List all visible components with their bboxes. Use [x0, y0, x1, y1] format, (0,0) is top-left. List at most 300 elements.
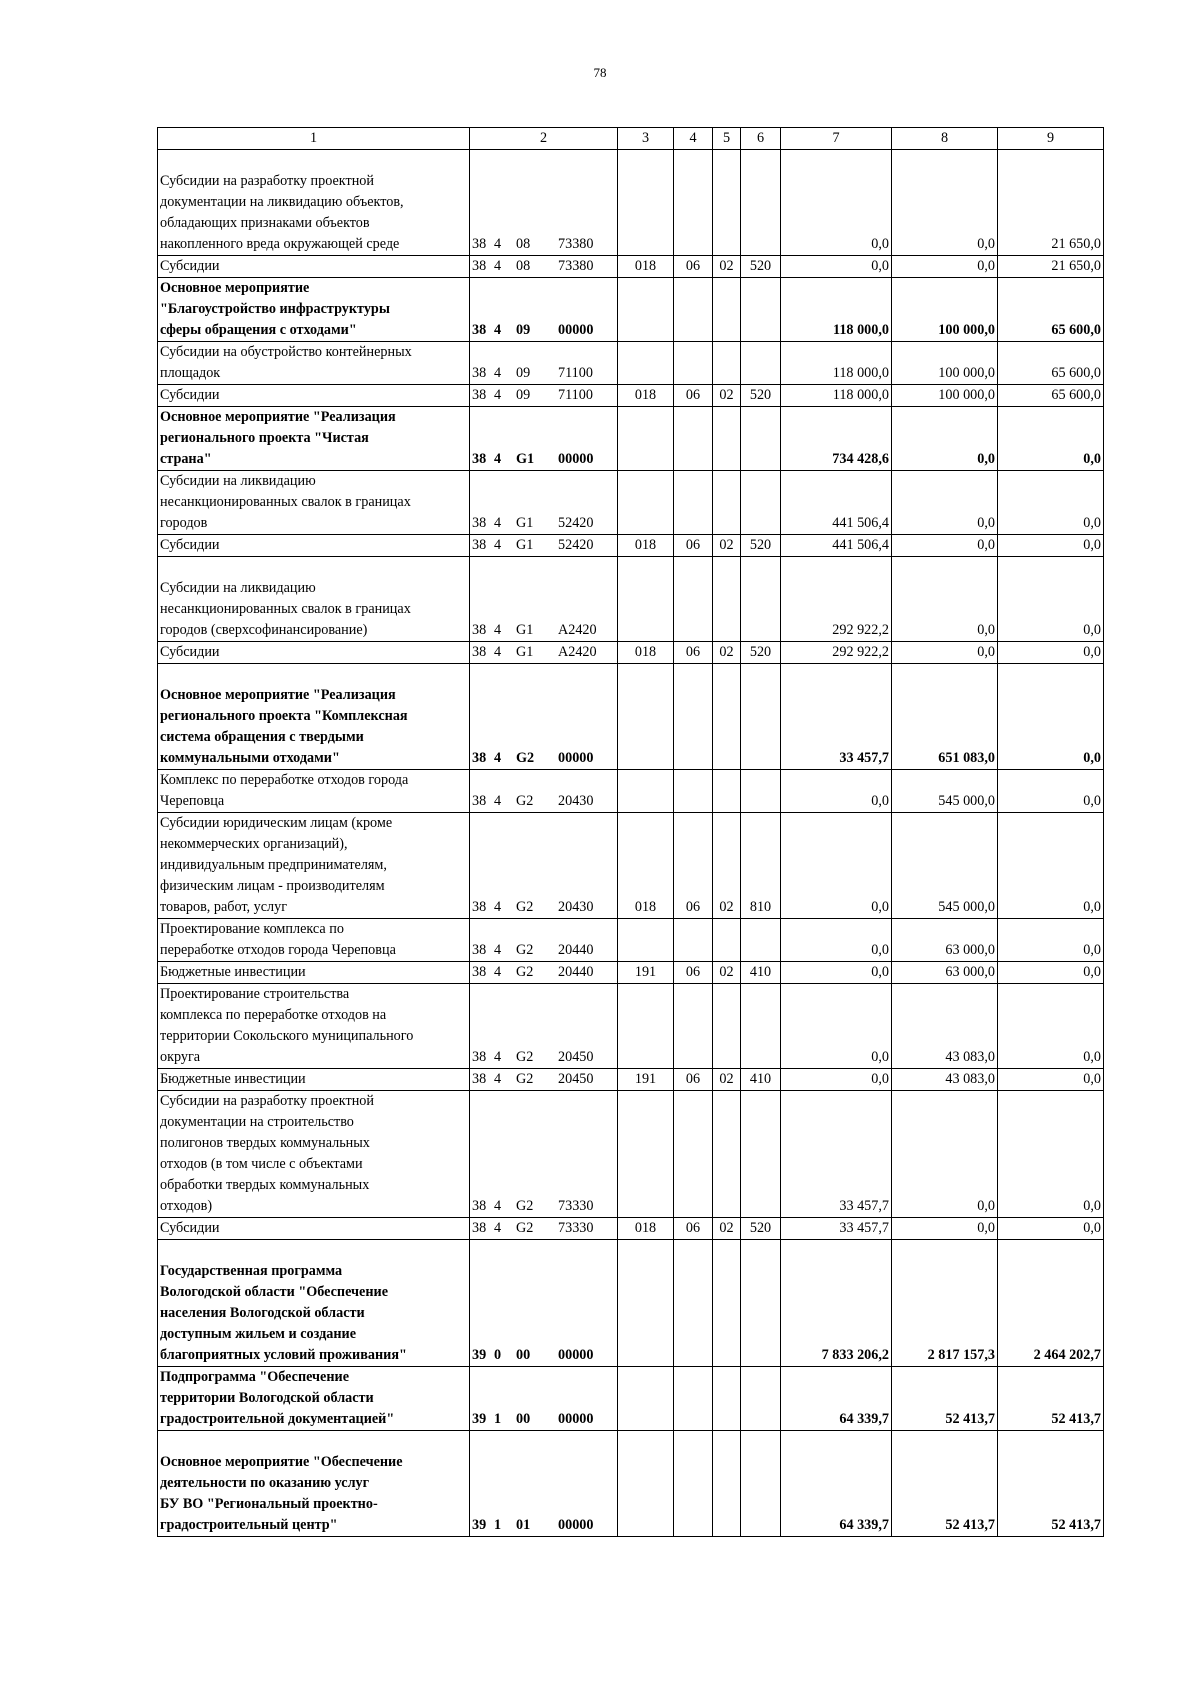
row-c5-cell — [713, 1431, 741, 1537]
program-code: 38 — [472, 964, 487, 980]
row-name-cell — [158, 278, 470, 342]
row-c3-cell — [618, 984, 674, 1069]
row-name-line: комплекса по переработке отходов на — [160, 1007, 387, 1023]
row-c6-cell: 520 — [741, 256, 781, 278]
row-code-cell — [470, 642, 618, 664]
direction-code: 52420 — [558, 515, 594, 531]
subprogram-code: 4 — [494, 622, 502, 638]
row-c5-cell — [713, 342, 741, 385]
row-c3-cell — [618, 664, 674, 770]
row-c5-cell — [713, 1091, 741, 1218]
subprogram-code: 1 — [494, 1411, 502, 1427]
row-name-line: отходов (в том числе с объектами — [160, 1156, 363, 1172]
row-c6-cell: 520 — [741, 1218, 781, 1240]
row-code-cell — [470, 150, 618, 256]
row-c4-cell — [674, 919, 713, 962]
row-c3-cell: 191 — [618, 1069, 674, 1091]
row-amount-v7-cell: 0,0 — [781, 919, 892, 962]
row-amount-v9-cell: 0,0 — [998, 962, 1104, 984]
row-name-cell — [158, 407, 470, 471]
row-c3-cell: 018 — [618, 385, 674, 407]
row-c3-cell — [618, 407, 674, 471]
row-name-line: Субсидии — [160, 537, 220, 553]
direction-code: 00000 — [558, 1411, 594, 1427]
row-c5-cell — [713, 984, 741, 1069]
row-name-line — [160, 150, 467, 171]
row-amount-v9-cell: 2 464 202,7 — [998, 1240, 1104, 1367]
row-c6-cell — [741, 407, 781, 471]
row-amount-v7-cell: 0,0 — [781, 984, 892, 1069]
table-row — [158, 1367, 1104, 1431]
event-code: 00 — [516, 1347, 531, 1363]
row-name-cell — [158, 535, 470, 557]
program-code: 38 — [472, 236, 487, 252]
row-name-line: градостроительный центр" — [160, 1517, 338, 1533]
table-row — [158, 342, 1104, 385]
row-name-line: доступным жильем и создание — [160, 1326, 356, 1342]
row-amount-v8-cell: 52 413,7 — [892, 1367, 998, 1431]
row-c6-cell: 810 — [741, 813, 781, 919]
row-name-cell — [158, 557, 470, 642]
table-row — [158, 664, 1104, 770]
direction-code: 71100 — [558, 365, 593, 381]
header-cell: 7 — [781, 128, 892, 150]
row-c6-cell: 410 — [741, 962, 781, 984]
row-name-cell — [158, 1069, 470, 1091]
row-c3-cell: 018 — [618, 813, 674, 919]
program-code: 38 — [472, 1071, 487, 1087]
row-name-cell — [158, 984, 470, 1069]
row-amount-v9-cell: 0,0 — [998, 984, 1104, 1069]
table-row — [158, 1240, 1104, 1367]
row-amount-v8-cell: 0,0 — [892, 150, 998, 256]
header-cell: 3 — [618, 128, 674, 150]
row-c3-cell: 018 — [618, 256, 674, 278]
table-row — [158, 642, 1104, 664]
row-name-line: Проектирование строительства — [160, 986, 350, 1002]
row-amount-v8-cell: 545 000,0 — [892, 813, 998, 919]
direction-code: 73380 — [558, 236, 594, 252]
row-amount-v7-cell: 0,0 — [781, 150, 892, 256]
header-cell: 4 — [674, 128, 713, 150]
row-amount-v9-cell: 65 600,0 — [998, 278, 1104, 342]
row-c5-cell: 02 — [713, 642, 741, 664]
row-amount-v9-cell: 0,0 — [998, 664, 1104, 770]
subprogram-code: 4 — [494, 322, 502, 338]
direction-code: 00000 — [558, 1347, 594, 1363]
row-name-line: обладающих признаками объектов — [160, 215, 370, 231]
row-amount-v8-cell: 63 000,0 — [892, 962, 998, 984]
row-code-cell — [470, 1218, 618, 1240]
row-c5-cell — [713, 770, 741, 813]
row-name-line: отходов) — [160, 1198, 213, 1214]
row-name-line: несанкционированных свалок в границах — [160, 494, 411, 510]
subprogram-code: 4 — [494, 236, 502, 252]
table-row — [158, 1218, 1104, 1240]
row-name-cell — [158, 342, 470, 385]
event-code: 09 — [516, 322, 531, 338]
direction-code: 52420 — [558, 537, 594, 553]
row-amount-v8-cell: 2 817 157,3 — [892, 1240, 998, 1367]
subprogram-code: 4 — [494, 644, 502, 660]
row-name-line: Проектирование комплекса по — [160, 921, 344, 937]
row-amount-v7-cell: 118 000,0 — [781, 385, 892, 407]
row-c6-cell — [741, 919, 781, 962]
header-cell: 9 — [998, 128, 1104, 150]
row-amount-v9-cell: 0,0 — [998, 642, 1104, 664]
row-name-cell — [158, 962, 470, 984]
direction-code: 00000 — [558, 451, 594, 467]
row-c6-cell — [741, 342, 781, 385]
subprogram-code: 4 — [494, 964, 502, 980]
row-amount-v8-cell: 0,0 — [892, 471, 998, 535]
row-c6-cell — [741, 984, 781, 1069]
header-row — [158, 128, 1104, 150]
row-c6-cell — [741, 664, 781, 770]
row-code-cell — [470, 1069, 618, 1091]
row-c4-cell: 06 — [674, 642, 713, 664]
program-code: 38 — [472, 750, 487, 766]
budget-table — [157, 127, 1104, 1537]
program-code: 39 — [472, 1517, 487, 1533]
row-c6-cell: 520 — [741, 642, 781, 664]
row-c3-cell: 018 — [618, 535, 674, 557]
row-amount-v8-cell: 52 413,7 — [892, 1431, 998, 1537]
header-cell: 6 — [741, 128, 781, 150]
row-c3-cell — [618, 1431, 674, 1537]
event-code: 09 — [516, 387, 531, 403]
event-code: G1 — [516, 515, 534, 531]
row-name-cell — [158, 471, 470, 535]
row-c3-cell: 191 — [618, 962, 674, 984]
row-amount-v7-cell: 292 922,2 — [781, 642, 892, 664]
row-amount-v9-cell: 21 650,0 — [998, 150, 1104, 256]
row-c4-cell — [674, 342, 713, 385]
table-row — [158, 278, 1104, 342]
row-amount-v7-cell: 292 922,2 — [781, 557, 892, 642]
program-code: 38 — [472, 387, 487, 403]
row-name-line: городов — [160, 515, 208, 531]
row-name-line: сферы обращения с отходами" — [160, 322, 357, 338]
row-c5-cell — [713, 557, 741, 642]
program-code: 38 — [472, 793, 487, 809]
row-name-line: городов (сверхсофинансирование) — [160, 622, 368, 638]
row-c6-cell — [741, 1240, 781, 1367]
row-c4-cell: 06 — [674, 1069, 713, 1091]
row-c4-cell: 06 — [674, 1218, 713, 1240]
subprogram-code: 4 — [494, 942, 502, 958]
row-c4-cell — [674, 1091, 713, 1218]
row-c5-cell — [713, 150, 741, 256]
program-code: 38 — [472, 1049, 487, 1065]
row-amount-v7-cell: 441 506,4 — [781, 535, 892, 557]
row-amount-v9-cell: 65 600,0 — [998, 385, 1104, 407]
row-code-cell — [470, 919, 618, 962]
row-amount-v7-cell: 118 000,0 — [781, 278, 892, 342]
row-amount-v7-cell: 441 506,4 — [781, 471, 892, 535]
row-amount-v9-cell: 52 413,7 — [998, 1367, 1104, 1431]
direction-code: 71100 — [558, 387, 593, 403]
row-amount-v7-cell: 0,0 — [781, 770, 892, 813]
event-code: 09 — [516, 365, 531, 381]
row-name-line: обработки твердых коммунальных — [160, 1177, 370, 1193]
row-name-line: документации на ликвидацию объектов, — [160, 194, 404, 210]
row-c6-cell — [741, 557, 781, 642]
subprogram-code: 1 — [494, 1517, 502, 1533]
table-row — [158, 919, 1104, 962]
row-c5-cell: 02 — [713, 813, 741, 919]
subprogram-code: 4 — [494, 1049, 502, 1065]
row-code-cell — [470, 664, 618, 770]
row-c3-cell — [618, 278, 674, 342]
row-c4-cell — [674, 278, 713, 342]
row-amount-v7-cell: 64 339,7 — [781, 1367, 892, 1431]
header-cell: 5 — [713, 128, 741, 150]
table-row — [158, 1431, 1104, 1537]
direction-code: 20440 — [558, 964, 594, 980]
row-name-line: Субсидии — [160, 258, 220, 274]
row-amount-v7-cell: 33 457,7 — [781, 1091, 892, 1218]
row-name-line: территории Вологодской области — [160, 1390, 374, 1406]
table-row — [158, 1069, 1104, 1091]
row-c4-cell — [674, 1240, 713, 1367]
row-name-line: Субсидии на ликвидацию — [160, 580, 316, 596]
row-amount-v8-cell: 63 000,0 — [892, 919, 998, 962]
row-c3-cell: 018 — [618, 1218, 674, 1240]
row-name-line: БУ ВО "Региональный проектно- — [160, 1496, 378, 1512]
row-name-line: Субсидии на разработку проектной — [160, 1093, 374, 1109]
row-c5-cell — [713, 471, 741, 535]
table-row — [158, 557, 1104, 642]
table-row — [158, 535, 1104, 557]
row-name-line: индивидуальным предпринимателям, — [160, 857, 387, 873]
subprogram-code: 4 — [494, 387, 502, 403]
row-name-line: Основное мероприятие "Обеспечение — [160, 1454, 403, 1470]
row-name-line: Основное мероприятие "Реализация — [160, 409, 396, 425]
event-code: G2 — [516, 1220, 534, 1236]
row-name-cell — [158, 664, 470, 770]
row-name-line: Субсидии — [160, 1220, 220, 1236]
row-name-line: градостроительной документацией" — [160, 1411, 395, 1427]
row-amount-v9-cell: 0,0 — [998, 1069, 1104, 1091]
row-code-cell — [470, 557, 618, 642]
row-name-line — [160, 664, 467, 685]
event-code: G2 — [516, 1198, 534, 1214]
row-amount-v7-cell: 33 457,7 — [781, 664, 892, 770]
table-row — [158, 984, 1104, 1069]
row-name-line: Основное мероприятие "Реализация — [160, 687, 396, 703]
row-name-cell — [158, 150, 470, 256]
row-code-cell — [470, 1240, 618, 1367]
row-c4-cell — [674, 471, 713, 535]
row-amount-v9-cell: 21 650,0 — [998, 256, 1104, 278]
direction-code: 00000 — [558, 322, 594, 338]
header-cell: 2 — [470, 128, 618, 150]
row-name-cell — [158, 256, 470, 278]
event-code: 08 — [516, 236, 531, 252]
program-code: 38 — [472, 365, 487, 381]
event-code: G2 — [516, 1071, 534, 1087]
subprogram-code: 4 — [494, 515, 502, 531]
row-name-cell — [158, 1367, 470, 1431]
row-c5-cell — [713, 1367, 741, 1431]
row-c5-cell: 02 — [713, 1218, 741, 1240]
row-c3-cell — [618, 770, 674, 813]
row-name-line: Вологодской области "Обеспечение — [160, 1284, 388, 1300]
event-code: G2 — [516, 793, 534, 809]
program-code: 38 — [472, 644, 487, 660]
row-amount-v8-cell: 100 000,0 — [892, 342, 998, 385]
program-code: 39 — [472, 1411, 487, 1427]
program-code: 38 — [472, 1198, 487, 1214]
row-amount-v8-cell: 100 000,0 — [892, 278, 998, 342]
page-number: 78 — [593, 65, 607, 80]
row-c3-cell: 018 — [618, 642, 674, 664]
row-name-cell — [158, 1431, 470, 1537]
direction-code: 20450 — [558, 1049, 594, 1065]
row-name-line — [160, 1240, 467, 1261]
row-c4-cell — [674, 557, 713, 642]
row-c3-cell — [618, 1091, 674, 1218]
row-code-cell — [470, 1091, 618, 1218]
row-code-cell — [470, 962, 618, 984]
direction-code: A2420 — [558, 644, 597, 660]
subprogram-code: 4 — [494, 899, 502, 915]
subprogram-code: 4 — [494, 258, 502, 274]
row-c5-cell: 02 — [713, 535, 741, 557]
row-amount-v7-cell: 33 457,7 — [781, 1218, 892, 1240]
row-name-line: Бюджетные инвестиции — [160, 1071, 306, 1087]
row-amount-v7-cell: 7 833 206,2 — [781, 1240, 892, 1367]
row-amount-v7-cell: 0,0 — [781, 256, 892, 278]
row-name-cell — [158, 919, 470, 962]
row-name-line: несанкционированных свалок в границах — [160, 601, 411, 617]
row-name-line: накопленного вреда окружающей среде — [160, 236, 400, 252]
row-amount-v8-cell: 100 000,0 — [892, 385, 998, 407]
row-c3-cell — [618, 1367, 674, 1431]
row-name-line: документации на строительство — [160, 1114, 354, 1130]
table-row — [158, 256, 1104, 278]
row-c5-cell — [713, 919, 741, 962]
row-amount-v7-cell: 0,0 — [781, 813, 892, 919]
row-amount-v9-cell: 0,0 — [998, 919, 1104, 962]
table-row — [158, 471, 1104, 535]
row-amount-v9-cell: 0,0 — [998, 770, 1104, 813]
subprogram-code: 4 — [494, 750, 502, 766]
row-amount-v7-cell: 0,0 — [781, 1069, 892, 1091]
row-c3-cell — [618, 1240, 674, 1367]
row-name-line: Основное мероприятие — [160, 280, 310, 296]
subprogram-code: 4 — [494, 537, 502, 553]
row-amount-v9-cell: 52 413,7 — [998, 1431, 1104, 1537]
subprogram-code: 4 — [494, 1220, 502, 1236]
row-c5-cell: 02 — [713, 962, 741, 984]
row-amount-v9-cell: 0,0 — [998, 535, 1104, 557]
table-row — [158, 150, 1104, 256]
subprogram-code: 4 — [494, 451, 502, 467]
direction-code: 20440 — [558, 942, 594, 958]
row-amount-v9-cell: 0,0 — [998, 1091, 1104, 1218]
row-name-line: Субсидии — [160, 387, 220, 403]
row-name-line: Государственная программа — [160, 1263, 343, 1279]
row-name-line: Бюджетные инвестиции — [160, 964, 306, 980]
row-amount-v8-cell: 0,0 — [892, 1091, 998, 1218]
row-name-line: Субсидии юридическим лицам (кроме — [160, 815, 393, 831]
row-c6-cell — [741, 150, 781, 256]
direction-code: 73380 — [558, 258, 594, 274]
row-amount-v9-cell: 0,0 — [998, 1218, 1104, 1240]
row-code-cell — [470, 385, 618, 407]
row-amount-v8-cell: 43 083,0 — [892, 1069, 998, 1091]
row-amount-v8-cell: 0,0 — [892, 1218, 998, 1240]
row-name-line: Субсидии — [160, 644, 220, 660]
row-amount-v7-cell: 118 000,0 — [781, 342, 892, 385]
header-cell: 8 — [892, 128, 998, 150]
row-amount-v8-cell: 0,0 — [892, 557, 998, 642]
row-name-cell — [158, 1240, 470, 1367]
row-c6-cell — [741, 278, 781, 342]
row-name-line: Субсидии на ликвидацию — [160, 473, 316, 489]
subprogram-code: 4 — [494, 793, 502, 809]
table-row — [158, 962, 1104, 984]
row-code-cell — [470, 535, 618, 557]
row-c5-cell: 02 — [713, 1069, 741, 1091]
row-c5-cell — [713, 278, 741, 342]
event-code: 00 — [516, 1411, 531, 1427]
row-name-line: Подпрограмма "Обеспечение — [160, 1369, 350, 1385]
program-code: 38 — [472, 451, 487, 467]
row-amount-v8-cell: 651 083,0 — [892, 664, 998, 770]
row-code-cell — [470, 813, 618, 919]
event-code: G1 — [516, 644, 534, 660]
row-name-cell — [158, 385, 470, 407]
row-name-cell — [158, 770, 470, 813]
row-name-cell — [158, 1091, 470, 1218]
subprogram-code: 4 — [494, 365, 502, 381]
program-code: 38 — [472, 899, 487, 915]
row-name-line: регионального проекта "Чистая — [160, 430, 369, 446]
row-name-line: полигонов твердых коммунальных — [160, 1135, 370, 1151]
row-code-cell — [470, 471, 618, 535]
row-code-cell — [470, 1367, 618, 1431]
table-row — [158, 407, 1104, 471]
direction-code: 20430 — [558, 793, 594, 809]
row-c6-cell: 520 — [741, 535, 781, 557]
row-c5-cell: 02 — [713, 385, 741, 407]
row-name-line: благоприятных условий проживания" — [160, 1347, 407, 1363]
row-code-cell — [470, 770, 618, 813]
event-code: G1 — [516, 537, 534, 553]
row-name-line: регионального проекта "Комплексная — [160, 708, 408, 724]
row-name-cell — [158, 813, 470, 919]
row-code-cell — [470, 342, 618, 385]
event-code: 08 — [516, 258, 531, 274]
row-name-line: система обращения с твердыми — [160, 729, 364, 745]
row-name-line: Комплекс по переработке отходов города — [160, 772, 409, 788]
row-name-line: переработке отходов города Череповца — [160, 942, 396, 958]
row-c4-cell — [674, 664, 713, 770]
direction-code: 73330 — [558, 1198, 594, 1214]
row-name-line: Череповца — [160, 793, 225, 809]
row-amount-v9-cell: 0,0 — [998, 813, 1104, 919]
row-c3-cell — [618, 919, 674, 962]
event-code: 01 — [516, 1517, 531, 1533]
row-code-cell — [470, 1431, 618, 1537]
event-code: G2 — [516, 750, 535, 766]
row-name-line: страна" — [160, 451, 212, 467]
row-amount-v7-cell: 734 428,6 — [781, 407, 892, 471]
row-amount-v7-cell: 64 339,7 — [781, 1431, 892, 1537]
